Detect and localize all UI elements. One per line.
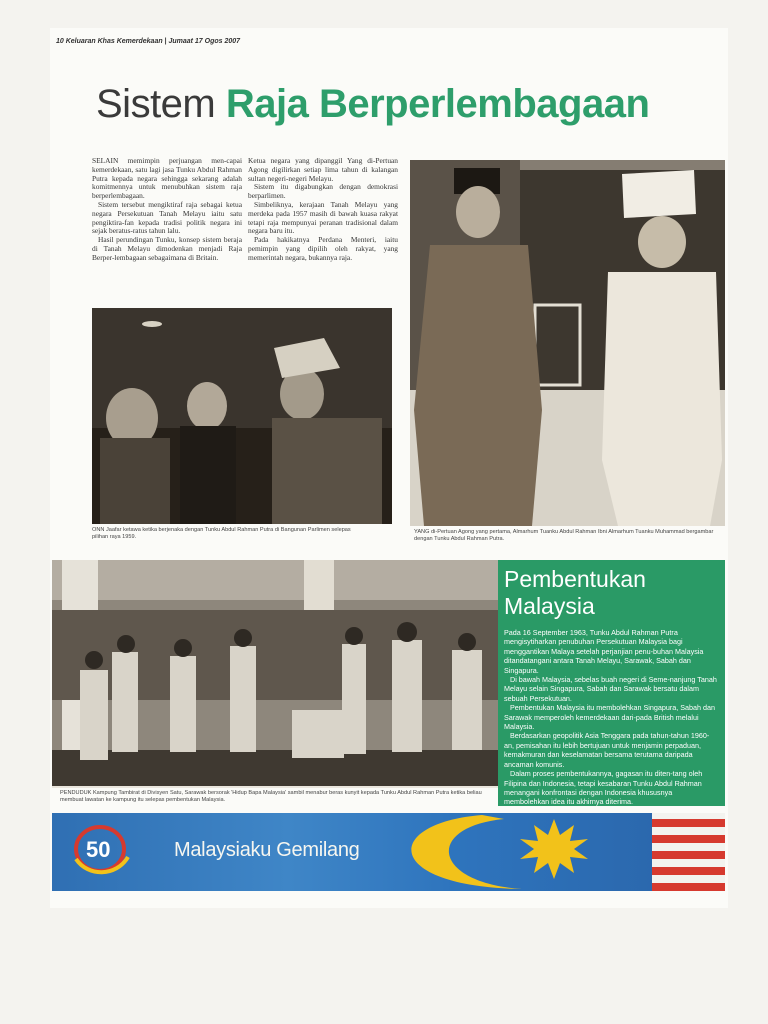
headline-word-1: Sistem	[96, 82, 216, 126]
col1-paragraph: Sistem tersebut mengiktiraf raja sebagai ketua negara Persekutuan Tanah Melayu iaitu satu pengiktira-fan kepada tradisi politik negara ini sejak beratus-ratus tahun lalu.	[92, 199, 242, 236]
photo-sarawak-crowd	[52, 560, 498, 788]
flag-crescent	[411, 815, 522, 889]
headline	[96, 82, 649, 127]
flag-stripes	[652, 813, 725, 891]
flag-star-icon	[520, 819, 588, 879]
panel-paragraph: Pembentukan Malaysia itu membolehkan Singapura, Sabah dan Sarawak memperoleh kemerdekaan dari-pada British melalui Malaysia.	[504, 703, 715, 732]
panel-paragraph: Berdasarkan geopolitik Asia Tenggara pada tahun-tahun 1960-an, pemisahan itu lebih bertujuan untuk menjamin perpaduan, kemakmuran dan keselamatan bersama terutama daripada ancaman komunis.	[504, 731, 710, 769]
article-column-1	[92, 157, 242, 263]
caption-photo-left: ONN Jaafar ketawa ketika berjenaka dengan Tunku Abdul Rahman Putra di Bangunan Parlimen selepas pilihan raya 1959.	[92, 527, 351, 540]
merdeka-50-logo	[68, 819, 138, 883]
panel-paragraph: Di bawah Malaysia, sebelas buah negeri di Seme-nanjung Tanah Melayu selain Singapura, Sabah dan Sarawak bersatu dalam sebuah Persekutuan.	[504, 675, 717, 703]
logo-number: 50	[86, 837, 111, 862]
col1-paragraph: Hasil perundingan Tunku, konsep sistem beraja di Tanah Melayu dimodenkan menjadi Raja Berper-lembagaan sebagaimana di Britain.	[92, 235, 242, 262]
banner-malaysiaku-gemilang	[52, 813, 725, 891]
col2-paragraph: Pada hakikatnya Perdana Menteri, iaitu pemimpin yang dipilih oleh rakyat, yang memerintah negara, bukannya raja.	[248, 235, 398, 262]
caption-photo-bottom: PENDUDUK Kampung Tambirat di Divisyen Satu, Sarawak bersorak 'Hidup Bapa Malaysia' sambil menabur beras kunyit kepada Tunku Abdul Rahman Putra ketika beliau membuat lawatan ke kampung itu selepas pembentukan Malaysia.	[60, 790, 482, 803]
col2-paragraph: Simbeliknya, kerajaan Tanah Melayu yang merdeka pada 1957 masih di bawah kuasa rakyat tetapi raja mempunyai peranan tradisional dalam negara baru itu.	[248, 199, 398, 236]
sidebar-panel-pembentukan-malaysia	[498, 560, 725, 806]
col2-paragraph: Sistem itu digabungkan dengan demokrasi berparlimen.	[248, 182, 398, 201]
panel-body	[504, 628, 718, 807]
headline-word-2: Raja Berperlembagaan	[225, 82, 650, 126]
panel-paragraph: Pada 16 September 1963, Tunku Abdul Rahman Putra mengisytiharkan penubuhan Persekutuan Malaysia bagi menggantikan Malaya setelah perjanjian penu-buhan Malaysia ditandatangani antara Tanah Melayu, Sarawak, Sabah dan Singapura.	[504, 628, 704, 675]
photo-parliament-illustration	[92, 308, 392, 524]
caption-photo-right: YANG di-Pertuan Agong yang pertama, Almarhum Tuanku Abdul Rahman Ibni Almarhum Tuanku Muhammad bergambar dengan Tunku Abdul Rahman Putra.	[414, 529, 714, 542]
panel-title: Pembentukan Malaysia	[504, 566, 646, 619]
col1-paragraph: SELAIN memimpin perjuangan men-capai kemerdekaan, satu lagi jasa Tunku Abdul Rahman Putra kepada negara sehingga sekarang adalah komitmennya untuk menubuhkan sistem raja berperlembagaan.	[92, 156, 242, 201]
article-column-2	[248, 157, 398, 263]
photo-crowd-illustration	[52, 560, 498, 788]
page-folio: 10 Keluaran Khas Kemerdekaan | Jumaat 17 Ogos 2007	[56, 38, 241, 45]
photo-parliament-laughing	[92, 308, 392, 524]
panel-paragraph: Dalam proses pembentukannya, gagasan itu diten-tang oleh Filipina dan Indonesia, tetapi kesabaran Tunku Abdul Rahman menangani konfrontasi dengan Indonesia khususnya membolehkan idea itu akhirnya diterima.	[504, 769, 703, 807]
banner-flag-graphic	[52, 813, 725, 891]
photo-agong-and-tunku	[410, 160, 725, 526]
photo-agong-illustration	[410, 160, 725, 526]
col2-paragraph: Ketua negara yang dipanggil Yang di-Pertuan Agong digilirkan setiap lima tahun di kalangan sultan negeri-negeri Melayu.	[248, 156, 398, 183]
banner-text: Malaysiaku Gemilang	[174, 839, 360, 861]
